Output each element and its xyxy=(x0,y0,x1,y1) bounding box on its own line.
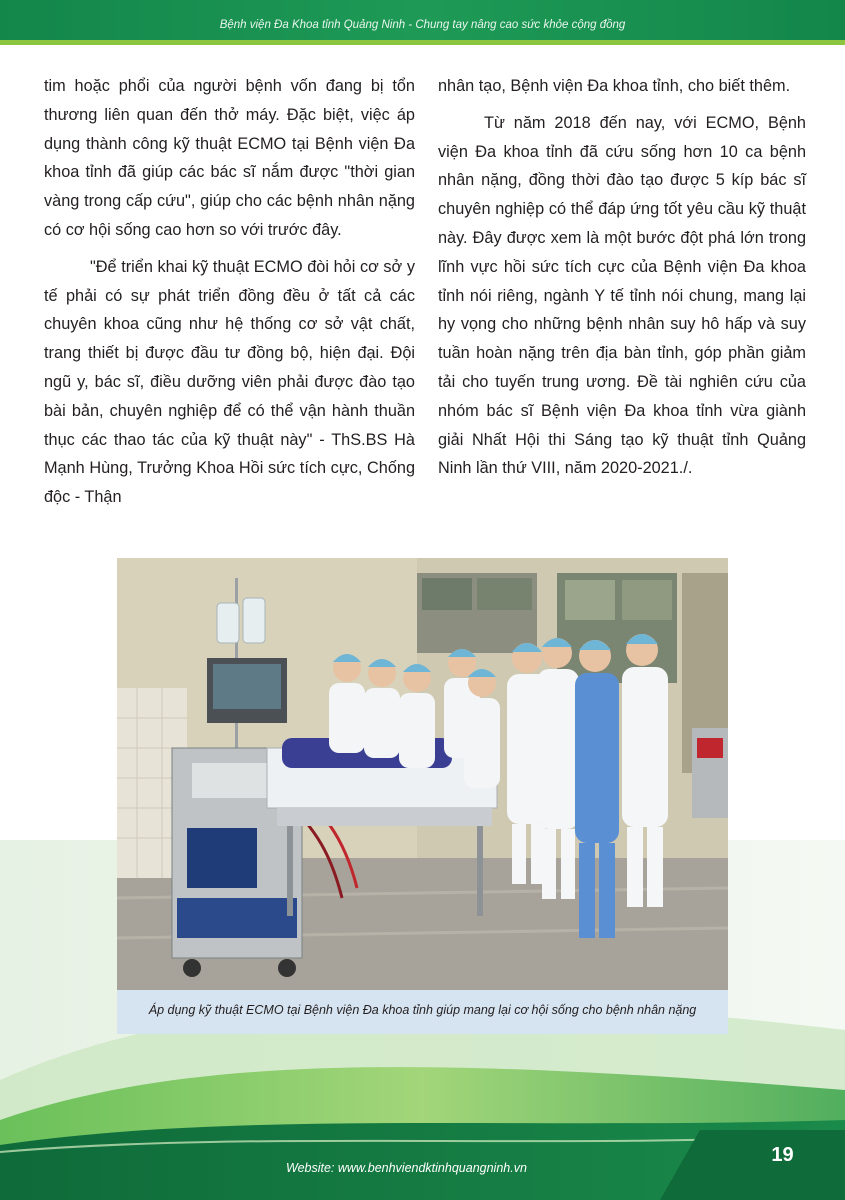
article-column-left xyxy=(44,72,415,520)
article-column-right xyxy=(438,72,806,491)
right-paragraph-1: nhân tạo, Bệnh viện Đa khoa tỉnh, cho biết thêm. xyxy=(438,77,791,95)
ecmo-ward-photo xyxy=(117,558,728,990)
left-paragraph-2: "Để triển khai kỹ thuật ECMO đòi hỏi cơ sở y tế phải có sự phát triển đồng đều ở tất cả các chuyên khoa cũng như hệ thống cơ sở vật chất, trang thiết bị được đầu tư đồng bộ, hiện đại. Đội ngũ y, bác sĩ, điều dưỡng viên phải được đào tạo bài bản, chuyên nghiệp để có thể vận hành thuần thục các thao tác của kỹ thuật này" - ThS.BS Hà Mạnh Hùng, Trưởng Khoa Hồi sức tích cực, Chống độc - Thận xyxy=(44,257,415,507)
footer-website: Website: www.benhviendktinhquangninh.vn xyxy=(286,1161,527,1175)
photo-caption: Áp dụng kỹ thuật ECMO tại Bệnh viện Đa khoa tỉnh giúp mang lại cơ hội sống cho bệnh nhân nặng xyxy=(148,1003,697,1017)
photo-illustration xyxy=(117,558,728,990)
header-rule xyxy=(0,40,845,45)
header-bar xyxy=(0,0,845,40)
header-title: Bệnh viện Đa Khoa tỉnh Quảng Ninh - Chung tay nâng cao sức khỏe cộng đồng xyxy=(219,19,626,31)
page-number: 19 xyxy=(771,1144,794,1166)
photo-caption-box xyxy=(117,990,728,1034)
right-paragraph-2: Từ năm 2018 đến nay, với ECMO, Bệnh viện Đa khoa tỉnh đã cứu sống hơn 10 ca bệnh nhân nặng, đồng thời đào tạo được 5 kíp bác sĩ chuyên nghiệp có thể đáp ứng tốt yêu cầu kỹ thuật này. Đây được xem là một bước đột phá lớn trong lĩnh vực hồi sức tích cực của Bệnh viện Đa khoa tỉnh nói riêng, ngành Y tế tỉnh nói chung, mang lại hy vọng cho những bệnh nhân suy hô hấp và suy tuần hoàn nặng trên địa bàn tỉnh, góp phần giảm tải cho tuyến trung ương. Đề tài nghiên cứu của nhóm bác sĩ Bệnh viện Đa khoa tỉnh vừa giành giải Nhất Hội thi Sáng tạo kỹ thuật tỉnh Quảng Ninh lần thứ VIII, năm 2020-2021./. xyxy=(438,113,806,478)
left-paragraph-1: tim hoặc phổi của người bệnh vốn đang bị tổn thương liên quan đến thở máy. Đặc biệt, việc áp dụng thành công kỹ thuật ECMO tại Bệnh viện Đa khoa tỉnh đã giúp các bác sĩ nắm được "thời gian vàng trong cấp cứu", giúp cho các bệnh nhân nặng có cơ hội sống cao hơn so với trước đây. xyxy=(44,77,415,239)
